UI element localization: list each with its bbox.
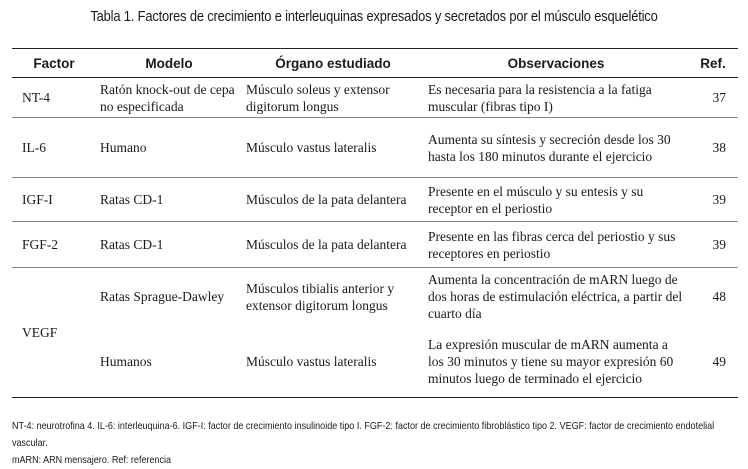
table-footnotes bbox=[12, 418, 726, 469]
cell-observaciones: Presente en el músculo y su entesis y su receptor en el periostio bbox=[424, 178, 688, 222]
header-organo: Órgano estudiado bbox=[242, 49, 424, 78]
cell-observaciones: Presente en las fibras cerca del periostio y sus receptores en periostio bbox=[424, 222, 688, 268]
cell-organo: Músculos tibialis anterior y extensor digitorum longus bbox=[246, 280, 395, 313]
cell-modelo: Ratas CD-1 bbox=[96, 222, 242, 268]
table-row bbox=[12, 178, 738, 222]
cell-ref: 38 bbox=[688, 118, 738, 178]
header-observaciones: Observaciones bbox=[424, 49, 688, 78]
cell-observaciones: Aumenta la concentración de mARN luego de dos horas de estimulación eléctrica, a partir del cuarto día bbox=[428, 272, 683, 322]
cell-organo: Músculos de la pata delantera bbox=[242, 178, 424, 222]
header-ref: Ref. bbox=[688, 49, 738, 78]
table-row bbox=[12, 78, 738, 118]
cell-observaciones: Es necesaria para la resistencia a la fatiga muscular (fibras tipo I) bbox=[424, 78, 688, 118]
table-row bbox=[12, 268, 738, 326]
growth-factors-table bbox=[12, 48, 738, 398]
cell-observaciones: Aumenta su síntesis y secreción desde los 30 hasta los 180 minutos durante el ejercicio bbox=[424, 118, 688, 178]
cell-modelo: Humano bbox=[96, 118, 242, 178]
cell-factor: VEGF bbox=[12, 268, 96, 398]
cell-modelo: Humanos bbox=[96, 326, 242, 398]
cell-ref: 49 bbox=[688, 326, 738, 398]
cell-factor: NT-4 bbox=[12, 78, 96, 118]
cell-ref: 39 bbox=[688, 178, 738, 222]
cell-modelo: Ratas Sprague-Dawley bbox=[100, 289, 225, 305]
cell-factor: FGF-2 bbox=[12, 222, 96, 268]
header-factor: Factor bbox=[12, 49, 96, 78]
header-modelo: Modelo bbox=[96, 49, 242, 78]
footnote-abbreviations: NT-4: neurotrofina 4. IL-6: interleuquina-6. IGF-I: factor de crecimiento insulinoide tipo I. FGF-2: factor de crecimiento fibroblástico tipo 2. VEGF: factor de crecimiento endotelial vascular. bbox=[12, 420, 715, 449]
cell-organo: Músculo soleus y extensor digitorum longus bbox=[242, 78, 424, 118]
cell-modelo: Ratón knock-out de cepa no especificada bbox=[96, 78, 242, 118]
cell-organo: Músculo vastus lateralis bbox=[242, 118, 424, 178]
table-row bbox=[12, 222, 738, 268]
cell-ref: 48 bbox=[712, 289, 726, 305]
cell-factor: IGF-I bbox=[12, 178, 96, 222]
cell-factor: IL-6 bbox=[12, 118, 96, 178]
cell-organo: Músculo vastus lateralis bbox=[242, 326, 424, 398]
cell-observaciones: La expresión muscular de mARN aumenta a los 30 minutos y tiene su mayor expresión 60 minutos luego de terminado el ejercicio bbox=[424, 326, 688, 398]
table-row bbox=[12, 326, 738, 398]
cell-organo: Músculos de la pata delantera bbox=[242, 222, 424, 268]
cell-ref: 39 bbox=[688, 222, 738, 268]
cell-ref: 37 bbox=[688, 78, 738, 118]
table-caption: Tabla 1. Factores de crecimiento e interleuquinas expresados y secretados por el músculo esquelético bbox=[90, 8, 658, 25]
table-row bbox=[12, 118, 738, 178]
footnote-abbreviations-2: mARN: ARN mensajero. Ref: referencia bbox=[12, 454, 172, 466]
cell-modelo: Ratas CD-1 bbox=[96, 178, 242, 222]
header-row bbox=[12, 49, 738, 78]
